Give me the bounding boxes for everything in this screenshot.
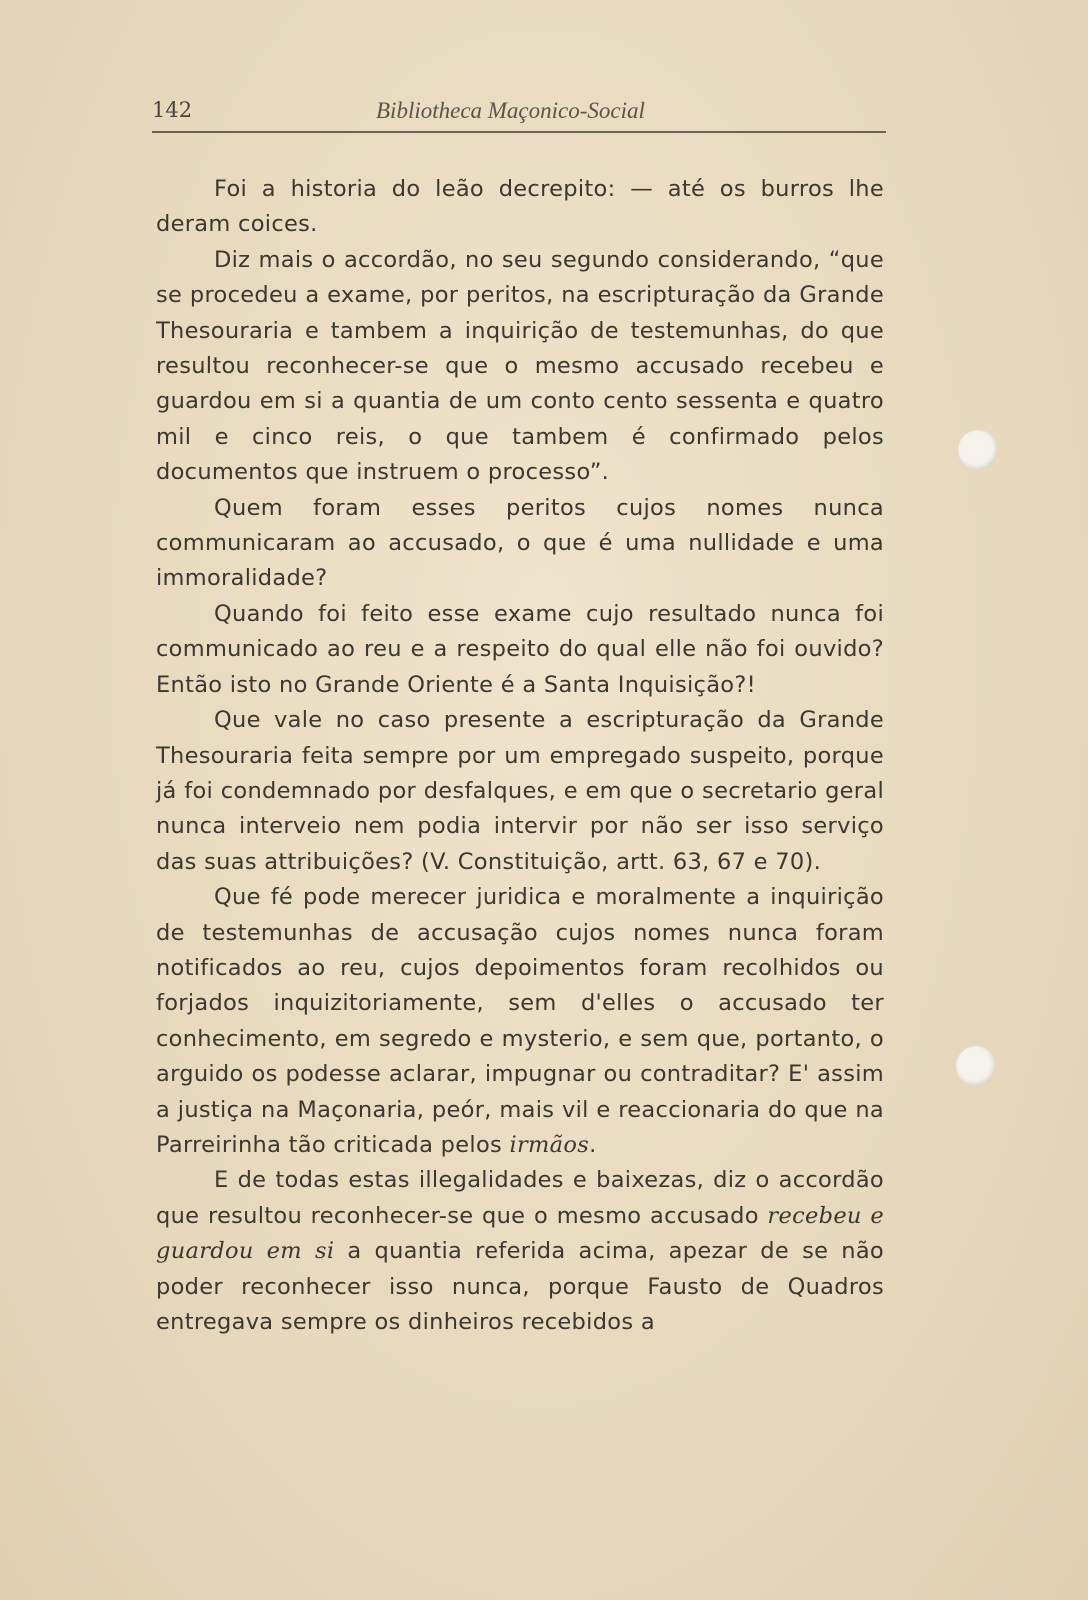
paragraph-4-text: Quando foi feito esse exame cujo resultado nunca foi communicado ao reu e a respeito do qual elle não foi ouvido? Então isto no Grande Oriente é a Santa Inquisição?! bbox=[156, 600, 884, 698]
paragraph-7-end: a quantia referida acima, apezar de se não poder reconhecer isso nunca, porque Fausto de Quadros entregava sempre os dinheiros recebidos a bbox=[156, 1238, 885, 1335]
paragraph-6 bbox=[156, 880, 884, 1163]
paragraph-2 bbox=[156, 243, 884, 491]
page-header bbox=[152, 98, 886, 130]
paragraph-6-text: Que fé pode merecer juridica e moralmente a inquirição de testemunhas de accusação cujos nomes nunca foram notificados ao reu, cujos depoimentos foram recolhidos ou forjados inquizitoriamente, sem d'elles o accusado ter conhecimento, em segredo e mysterio, e sem que, portanto, o arguido os podesse aclarar, impugnar ou contraditar? E' assim a justiça na Maçonaria, peór, mais vil e reaccionaria do que na Parreirinha tão criticada pelos bbox=[156, 884, 884, 1158]
paragraph-7 bbox=[156, 1163, 884, 1340]
punch-hole-bottom bbox=[956, 1046, 996, 1086]
body-text bbox=[156, 172, 884, 1340]
paragraph-3-text: Quem foram esses peritos cujos nomes nunca communicaram ao accusado, o que é uma nullidade e uma immoralidade? bbox=[156, 494, 884, 592]
running-head: Bibliotheca Maçonico-Social bbox=[376, 98, 645, 123]
paragraph-5-text: Que vale no caso presente a escripturação da Grande Thesouraria feita sempre por um empregado suspeito, porque já foi condemnado por desfalques, e em que o secretario geral nunca interveio nem podia intervir por não ser isso serviço das suas attribuições? (V. Constituição, artt. 63, 67 e 70). bbox=[156, 707, 884, 875]
paragraph-7-text: E de todas estas illegalidades e baixezas, diz o accordão que resultou reconhecer-se que o mesmo accusado bbox=[156, 1167, 884, 1229]
punch-hole-top bbox=[958, 430, 998, 470]
paragraph-1-text: Foi a historia do leão decrepito: — até os burros lhe deram coices. bbox=[156, 176, 884, 238]
paragraph-3 bbox=[156, 491, 884, 597]
header-rule bbox=[152, 131, 886, 133]
italic-irmaos: irmãos bbox=[509, 1131, 590, 1158]
page-number: 142 bbox=[152, 98, 193, 122]
paragraph-1 bbox=[156, 172, 884, 243]
italic-recebeu: recebeu e guardou em si bbox=[156, 1202, 884, 1265]
paragraph-5 bbox=[156, 703, 884, 880]
paragraph-4 bbox=[156, 597, 884, 703]
paragraph-6-end: . bbox=[589, 1131, 597, 1158]
paragraph-2-text: Diz mais o accordão, no seu segundo considerando, “que se procedeu a exame, por peritos, na escripturação da Grande Thesouraria e tambem a inquirição de testemunhas, do que resultou reconhecer-se que o mesmo accusado recebeu e guardou em si a quantia de um conto cento sessenta e quatro mil e cinco reis, o que tambem é confirmado pelos documentos que instruem o processo”. bbox=[156, 246, 884, 486]
